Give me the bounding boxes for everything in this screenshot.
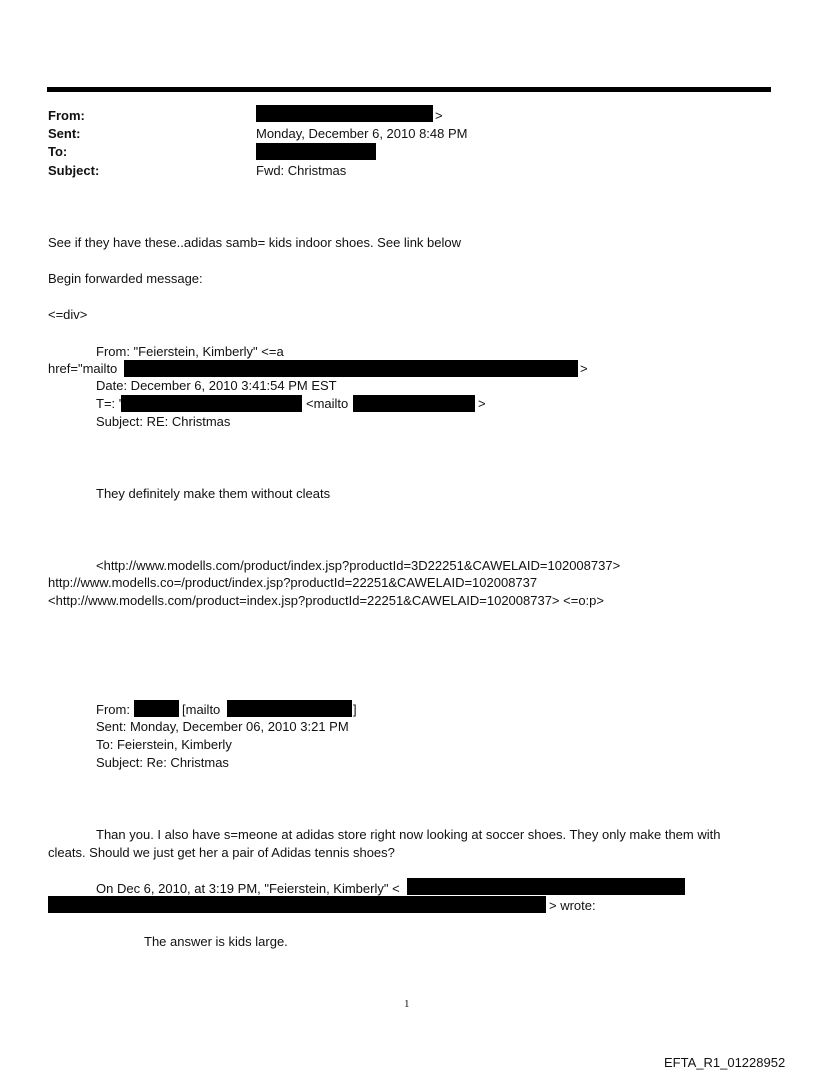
fwd2-from-mailto: [mailto [182,702,221,717]
body-line2: Begin forwarded message: [48,271,203,286]
fwd1-to-prefix: T=: ' [96,396,122,411]
fwd2-from-suffix: ] [353,702,357,717]
redaction-to-email [353,395,475,412]
subject-value: Fwd: Christmas [256,163,347,178]
sent-value: Monday, December 6, 2010 8:48 PM [256,126,468,141]
redaction-from [256,105,433,122]
reply1: They definitely make them without cleats [96,486,331,501]
body-line3: <=div> [48,307,88,322]
redaction-quote-line [48,896,546,913]
quote-answer: The answer is kids large. [144,934,288,949]
reply2-line2: cleats. Should we just get her a pair of Adidas tennis shoes? [48,845,395,860]
fwd2-subject: Subject: Re: Christmas [96,755,229,770]
quote-intro: On Dec 6, 2010, at 3:19 PM, "Feierstein, Kimberly" < [96,881,400,896]
from-suffix: > [435,108,443,123]
fwd1-to-suffix: > [478,396,486,411]
to-label: To: [48,144,68,159]
fwd2-from-prefix: From: [96,702,130,717]
page-number: 1 [404,998,410,1010]
document-id: EFTA_R1_01228952 [664,1055,786,1070]
link-3[interactable]: <http://www.modells.com/product=index.jsp?productId=22251&CAWELAID=102008737> <=o:p> [48,593,604,608]
redaction-fwd2-from [134,700,179,717]
fwd1-date: Date: December 6, 2010 3:41:54 PM EST [96,378,337,393]
redaction-href [124,360,578,377]
fwd1-href-suffix: > [580,361,588,376]
sent-label: Sent: [48,126,81,141]
link-2[interactable]: http://www.modells.co=/product/index.jsp?productId=22251&CAWELAID=102008737 [48,575,538,590]
from-label: From: [48,108,85,123]
fwd1-from: From: "Feierstein, Kimberly" <=a [96,344,284,359]
fwd1-href-prefix: href="mailto [48,361,118,376]
reply2-line1: Than you. I also have s=meone at adidas store right now looking at soccer shoes. They only make them with [96,827,721,842]
link-1[interactable]: <http://www.modells.com/product/index.jsp?productId=3D22251&CAWELAID=102008737> [96,558,621,573]
header-rule [47,87,771,92]
fwd1-subject: Subject: RE: Christmas [96,414,231,429]
quote-wrote: > wrote: [549,898,596,913]
fwd2-sent: Sent: Monday, December 06, 2010 3:21 PM [96,719,349,734]
fwd2-to: To: Feierstein, Kimberly [96,737,232,752]
redaction-fwd2-email [227,700,352,717]
redaction-to [256,143,376,160]
subject-label: Subject: [48,163,100,178]
redaction-to-name [121,395,302,412]
body-line1: See if they have these..adidas samb= kids indoor shoes. See link below [48,235,461,250]
fwd1-to-mailto: <mailto [306,396,349,411]
redaction-quote-email [407,878,685,895]
